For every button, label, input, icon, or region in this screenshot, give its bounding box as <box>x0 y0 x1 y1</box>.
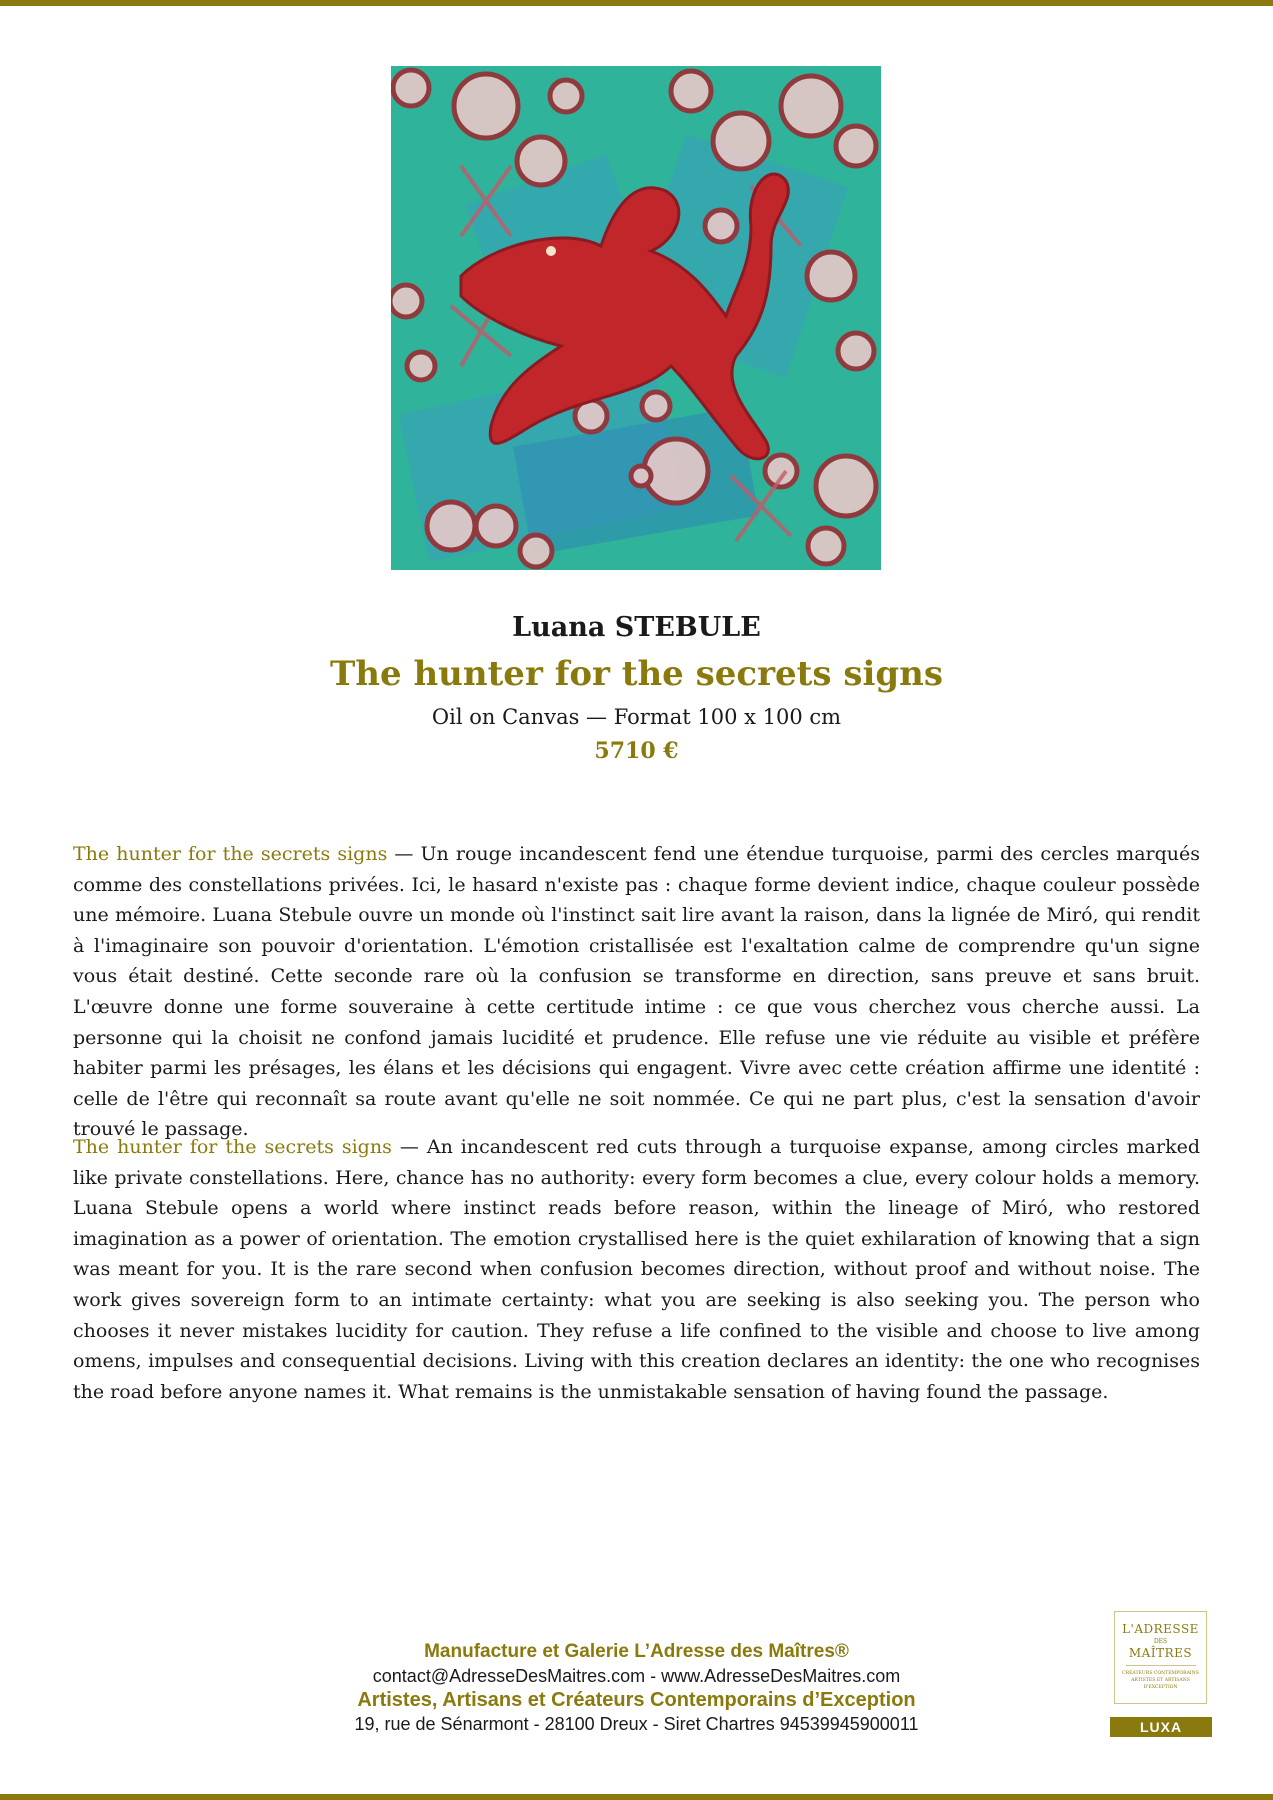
description-french-text: — Un rouge incandescent fend une étendue turquoise, parmi des cercles marqués comme des constellations privées. Ici, le hasard n'existe pas : chaque forme devient indice, chaque couleur possède une mémoire. Luana Stebule ouvre un monde où l'instinct sait lire avant la raison, dans la lignée de Miró, qui rendit à l'imaginaire son pouvoir d'orientation. L'émotion cristallisée est l'exaltation calme de comprendre qu'un signe vous était destiné. Cette seconde rare où la confusion se transforme en direction, sans preuve et sans bruit. L'œuvre donne une forme souveraine à cette certitude intime : ce que vous cherchez vous cherche aussi. La personne qui la choisit ne confond jamais lucidité et prudence. Elle refuse une vie réduite au visible et préfère habiter parmi les présages, les élans et les décisions qui engagent. Vivre avec cette création affirme une identité : celle de l'être qui reconnaît sa route avant qu'elle ne soit nommée. Ce qui ne part plus, c'est la sensation d'avoir trouvé le passage. <box>73 843 1200 1141</box>
description-english-lead: The hunter for the secrets signs <box>73 1136 392 1158</box>
logo-line-1: L'ADRESSE <box>1122 1622 1199 1636</box>
logo-line-2: DES <box>1153 1638 1168 1645</box>
painting-red-dog-icon <box>391 66 881 570</box>
footer-tagline: Artistes, Artisans et Créateurs Contemporains d’Exception <box>357 1689 916 1711</box>
description-french-lead: The hunter for the secrets signs <box>73 843 388 865</box>
artwork-image <box>391 66 881 570</box>
luxa-badge: LUXA <box>1110 1717 1212 1737</box>
description-english <box>73 1132 1200 1407</box>
footer-contact: contact@AdresseDesMaitres.com - www.AdresseDesMaitres.com <box>372 1666 901 1686</box>
footer <box>0 1640 1273 1736</box>
logo-divider <box>1126 1665 1196 1666</box>
logo-line-4: CRÉATEURS CONTEMPORAINS ARTISTES ET ARTISANS D'EXCEPTION <box>1122 1671 1199 1690</box>
top-rule <box>0 0 1273 6</box>
footer-address: 19, rue de Sénarmont - 28100 Dreux - Siret Chartres 94539945900011 <box>354 1714 919 1734</box>
price: 5710 € <box>594 738 679 764</box>
description-english-text: — An incandescent red cuts through a turquoise expanse, among circles marked like private constellations. Here, chance has no authority: every form becomes a clue, every colour holds a memory. Luana Stebule opens a world where instinct reads before reason, within the lineage of Miró, who restored imagination as a power of orientation. The emotion crystallised here is the quiet exhilaration of knowing that a sign was meant for you. It is the rare second when confusion becomes direction, without proof and without noise. The work gives sovereign form to an intimate certainty: what you are seeking is also seeking you. The person who chooses it never mistakes lucidity for caution. They refuse a life confined to the visible and choose to live among omens, impulses and consequential decisions. Living with this creation declares an identity: the one who recognises the road before anyone names it. What remains is the unmistakable sensation of having found the passage. <box>73 1136 1200 1403</box>
logo-line-3: MAÎTRES <box>1128 1646 1193 1660</box>
artist-name: Luana STEBULE <box>512 612 761 643</box>
artwork-title: The hunter for the secrets signs <box>329 654 944 694</box>
medium-format: Oil on Canvas — Format 100 x 100 cm <box>431 705 842 729</box>
bottom-rule <box>0 1794 1273 1800</box>
description-french <box>73 839 1200 1145</box>
gallery-logo <box>1114 1611 1207 1704</box>
footer-gallery-name: Manufacture et Galerie L’Adresse des Maîtres® <box>424 1641 849 1662</box>
